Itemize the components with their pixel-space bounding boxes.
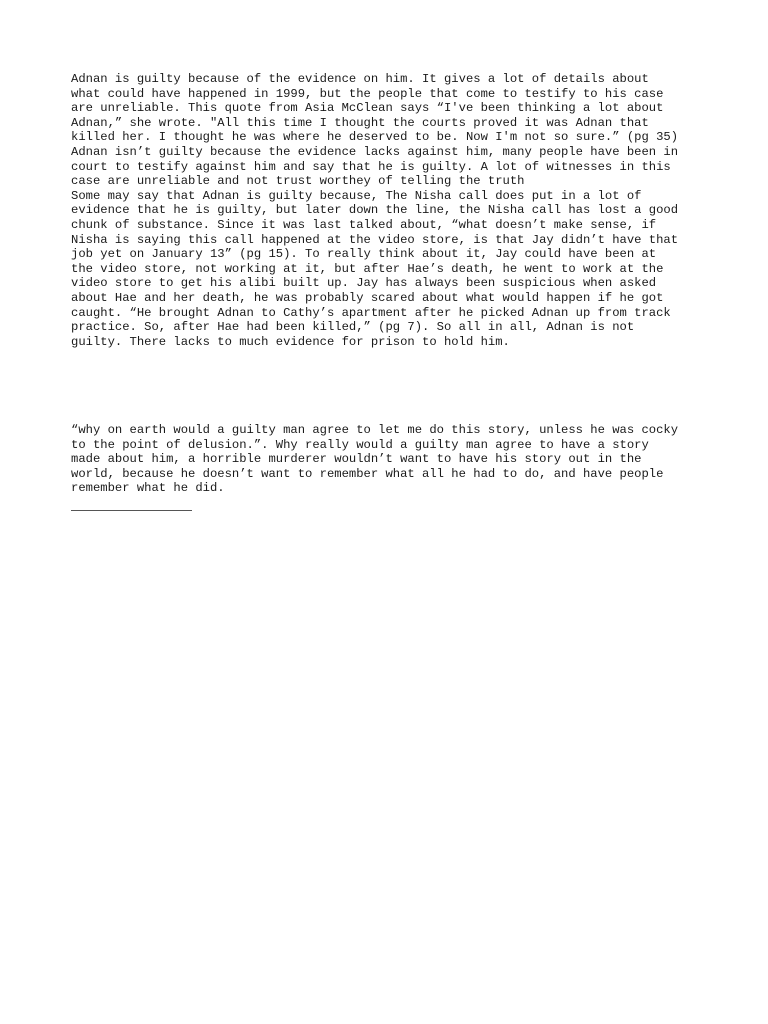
text-line: guilty. There lacks to much evidence for prison to hold him. [71, 334, 510, 349]
text-line: about Hae and her death, he was probably scared about what would happen if he got [71, 291, 664, 305]
text-line: Adnan,” she wrote. "All this time I thought the courts proved it was Adnan that [71, 115, 649, 130]
text-line: remember what he did. [71, 481, 225, 495]
text-line: Nisha is saying this call happened at the video store, is that Jay didn’t have that [71, 232, 679, 247]
text-line: “why on earth would a guilty man agree to let me do this story, unless he was cocky [71, 422, 679, 437]
text-line: case are unreliable and not trust worthey of telling the truth [71, 174, 525, 188]
text-line: are unreliable. This quote from Asia McClean says “I've been thinking a lot about [71, 101, 664, 115]
text-line: what could have happened in 1999, but the people that come to testify to his case [71, 86, 664, 101]
text-line: killed her. I thought he was where he deserved to be. Now I'm not so sure.” (pg 35) [71, 130, 679, 144]
text-line: caught. “He brought Adnan to Cathy’s apartment after he picked Adnan up from track [71, 305, 671, 320]
text-line: Adnan is guilty because of the evidence on him. It gives a lot of details about [71, 72, 649, 86]
text-line: the video store, not working at it, but after Hae’s death, he went to work at the [71, 261, 664, 276]
text-line: practice. So, after Hae had been killed,” (pg 7). So all in all, Adnan is not [71, 320, 635, 334]
text-line: made about him, a horrible murderer wouldn’t want to have his story out in the [71, 452, 642, 466]
text-line: chunk of substance. Since it was last talked about, “what doesn’t make sense, if [71, 218, 657, 232]
text-line: Adnan isn’t guilty because the evidence lacks against him, many people have been in [71, 145, 679, 159]
text-line: job yet on January 13” (pg 15). To really think about it, Jay could have been at [71, 247, 657, 261]
text-line: world, because he doesn’t want to remember what all he had to do, and have people [71, 466, 664, 481]
text-line: Some may say that Adnan is guilty because, The Nisha call does put in a lot of [71, 188, 642, 203]
text-line: video store to get his alibi built up. Jay has always been suspicious when asked [71, 276, 657, 290]
text-line: court to testify against him and say that he is guilty. A lot of witnesses in this [71, 159, 671, 174]
text-line: to the point of delusion.”. Why really would a guilty man agree to have a story [71, 437, 649, 452]
footnote-separator [71, 510, 192, 511]
text-line: evidence that he is guilty, but later down the line, the Nisha call has lost a good [71, 203, 679, 217]
